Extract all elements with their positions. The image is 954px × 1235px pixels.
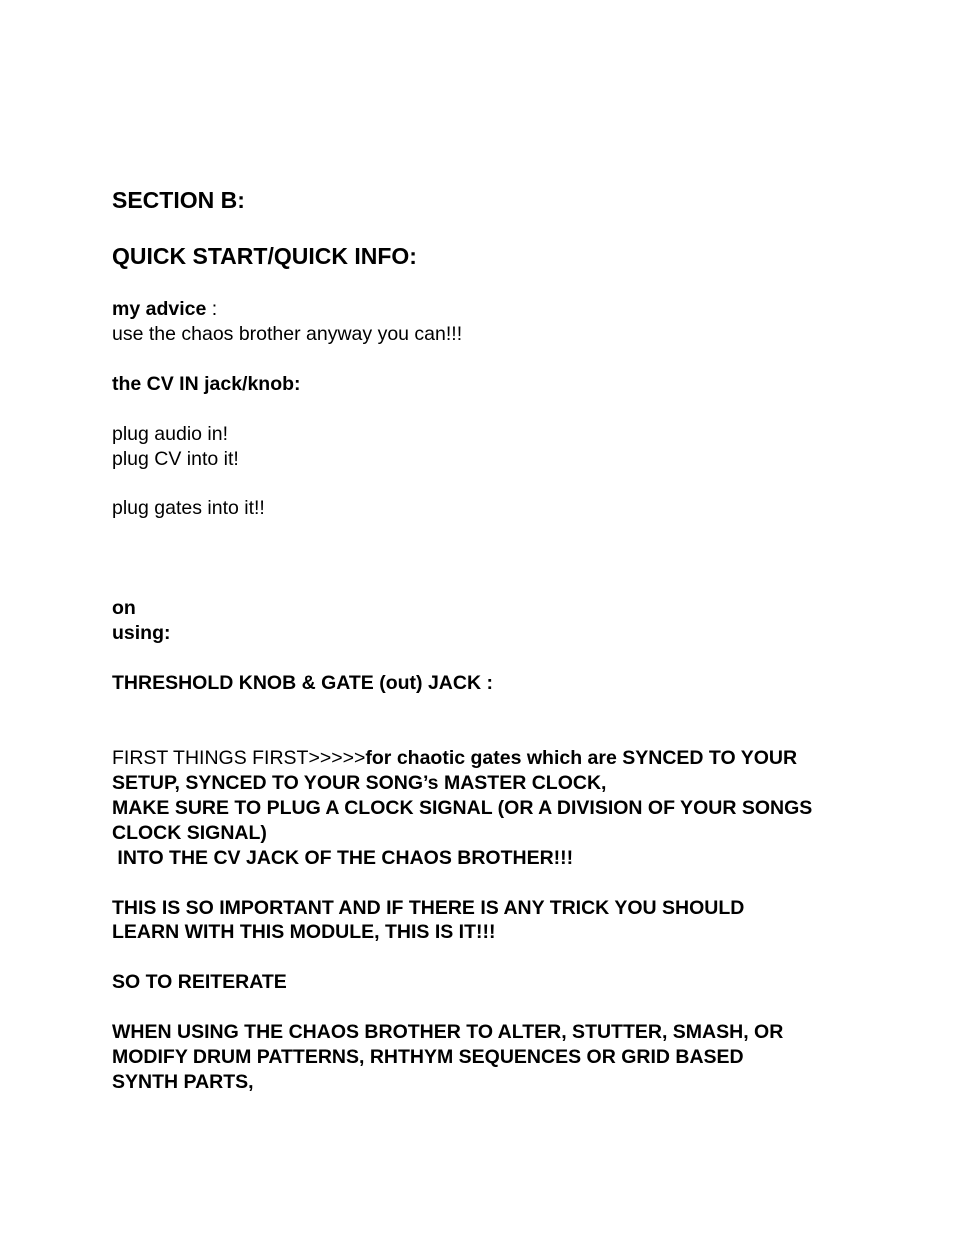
reiterate-heading: SO TO REITERATE bbox=[112, 971, 287, 993]
advice-label: my advice bbox=[112, 298, 207, 320]
cv-in-heading: the CV IN jack/knob: bbox=[112, 373, 301, 395]
first-things-line-4: CLOCK SIGNAL) bbox=[112, 822, 267, 844]
first-things-prefix: FIRST THINGS FIRST>>>>> bbox=[112, 747, 366, 769]
advice-heading bbox=[112, 297, 217, 322]
quick-start-title: QUICK START/QUICK INFO: bbox=[112, 243, 417, 269]
first-things-line-3: MAKE SURE TO PLUG A CLOCK SIGNAL (OR A DIVISION OF YOUR SONGS bbox=[112, 797, 813, 819]
cv-in-line-cv: plug CV into it! bbox=[112, 448, 239, 470]
advice-label-suffix: : bbox=[206, 298, 218, 320]
section-title: SECTION B: bbox=[112, 187, 245, 213]
when-using-line-1: WHEN USING THE CHAOS BROTHER TO ALTER, STUTTER, SMASH, OR bbox=[112, 1021, 784, 1043]
cv-in-line-audio: plug audio in! bbox=[112, 423, 229, 445]
important-line-2: LEARN WITH THIS MODULE, THIS IS IT!!! bbox=[112, 921, 496, 943]
on-using-line-1: on bbox=[112, 597, 136, 619]
when-using-line-2: MODIFY DRUM PATTERNS, RHTHYM SEQUENCES OR GRID BASED bbox=[112, 1046, 744, 1068]
threshold-heading: THRESHOLD KNOB & GATE (out) JACK : bbox=[112, 672, 493, 694]
advice-text: use the chaos brother anyway you can!!! bbox=[112, 323, 463, 345]
first-things-line-1 bbox=[112, 746, 797, 771]
cv-in-line-gates: plug gates into it!! bbox=[112, 497, 265, 519]
first-things-line-2: SETUP, SYNCED TO YOUR SONG’s MASTER CLOCK, bbox=[112, 772, 607, 794]
important-line-1: THIS IS SO IMPORTANT AND IF THERE IS ANY TRICK YOU SHOULD bbox=[112, 897, 745, 919]
first-things-line-5: INTO THE CV JACK OF THE CHAOS BROTHER!!! bbox=[112, 847, 574, 869]
on-using-line-2: using: bbox=[112, 622, 171, 644]
first-things-lead: for chaotic gates which are SYNCED TO YOUR bbox=[365, 747, 798, 769]
when-using-line-3: SYNTH PARTS, bbox=[112, 1071, 254, 1093]
